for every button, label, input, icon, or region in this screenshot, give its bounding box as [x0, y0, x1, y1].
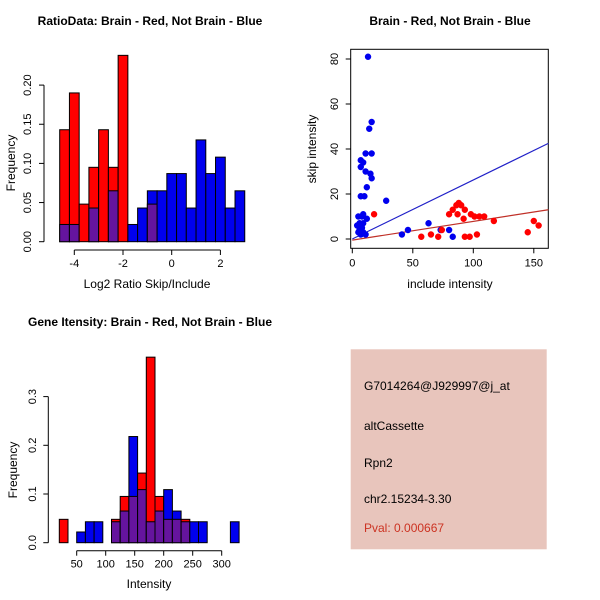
histogram-bar-red: [59, 519, 68, 542]
x-tick-label: 50: [70, 558, 83, 571]
scatter-xlabel: include intensity: [407, 277, 493, 291]
scatter-point-blue: [450, 234, 456, 240]
y-tick-label: 0.2: [27, 437, 39, 453]
gene-histogram-xlabel: Intensity: [126, 577, 172, 591]
histogram-bar-blue: [128, 224, 138, 241]
histogram-bar-blue: [230, 522, 239, 543]
scatter-point-red: [531, 218, 537, 224]
histogram-bar-blue: [94, 522, 103, 543]
histogram-bar-blue: [225, 208, 235, 242]
panel-intensity-scatter: [300, 0, 600, 300]
histogram-bar-blue: [190, 522, 199, 543]
gene-intensity-histogram-chart: [0, 300, 300, 600]
scatter-point-blue: [425, 220, 431, 226]
y-tick-label: 60: [329, 97, 341, 111]
x-tick-label: 50: [406, 257, 419, 270]
histogram-bar-overlap: [155, 511, 164, 543]
scatter-point-red: [525, 229, 531, 235]
scatter-point-red: [418, 234, 424, 240]
histogram-bar-overlap: [172, 519, 181, 542]
y-tick-label: 0.3: [27, 388, 39, 405]
scatter-point-blue: [399, 231, 405, 237]
histogram-bar-overlap: [89, 208, 99, 242]
ratio-histogram-xlabel: Log2 Ratio Skip/Include: [83, 277, 211, 291]
y-tick-label: 0: [329, 235, 341, 243]
y-tick-label: 40: [329, 142, 341, 156]
scatter-point-red: [462, 234, 468, 240]
scatter-point-blue: [405, 227, 411, 233]
scatter-point-red: [371, 211, 377, 217]
scatter-point-blue: [383, 198, 389, 204]
x-tick-label: 200: [154, 558, 173, 571]
histogram-bar-overlap: [147, 204, 157, 242]
y-tick-label: 0.05: [22, 191, 34, 214]
histogram-bar-overlap: [164, 519, 173, 542]
histogram-bar-blue: [157, 191, 167, 242]
scatter-ylabel: skip intensity: [305, 114, 319, 184]
histogram-bar-overlap: [112, 522, 121, 543]
x-tick-label: 2: [217, 258, 224, 270]
info-line: G7014264@J929997@j_at: [364, 379, 510, 393]
info-line: Rpn2: [364, 456, 393, 470]
x-tick-label: 100: [464, 257, 483, 270]
ratio-histogram-plot-area: [22, 55, 245, 270]
x-tick-label: 250: [183, 558, 202, 571]
histogram-bar-blue: [138, 208, 148, 242]
x-tick-label: 150: [524, 257, 543, 270]
scatter-plot-area: [329, 49, 548, 269]
scatter-point-red: [462, 207, 468, 213]
histogram-bar-overlap: [129, 496, 138, 542]
scatter-point-blue: [368, 119, 374, 125]
scatter-point-blue: [446, 227, 452, 233]
scatter-point-red: [535, 222, 541, 228]
panel-gene-info: [300, 300, 600, 600]
panel-ratio-histogram: [0, 0, 300, 300]
scatter-point-red: [481, 213, 487, 219]
plot-box: [351, 49, 549, 248]
info-line: Pval: 0.000667: [364, 521, 445, 535]
scatter-point-red: [435, 234, 441, 240]
histogram-bar-overlap: [138, 490, 147, 543]
histogram-bar-red: [79, 204, 89, 242]
x-tick-label: 150: [125, 558, 144, 571]
x-tick-label: 0: [168, 258, 175, 270]
histogram-bar-blue: [216, 157, 226, 242]
ratio-histogram-title: RatioData: Brain - Red, Not Brain - Blue: [37, 14, 263, 28]
y-tick-label: 0.15: [22, 113, 34, 135]
y-tick-label: 0.0: [27, 535, 39, 551]
scatter-point-blue: [358, 164, 364, 170]
scatter-point-red: [460, 216, 466, 222]
x-tick-label: 0: [349, 257, 356, 270]
panel-gene-intensity-histogram: [0, 300, 300, 600]
x-tick-label: 300: [212, 558, 231, 571]
scatter-point-blue: [361, 193, 367, 199]
x-tick-label: -4: [69, 258, 80, 270]
y-tick-label: 0.20: [22, 74, 34, 96]
scatter-title: Brain - Red, Not Brain - Blue: [369, 14, 531, 28]
scatter-point-red: [491, 218, 497, 224]
info-line: altCassette: [364, 419, 425, 433]
gene-histogram-title: Gene Itensity: Brain - Red, Not Brain - Blue: [27, 315, 273, 329]
gene-histogram-plot-area: [27, 357, 239, 571]
x-tick-label: 100: [96, 558, 115, 571]
histogram-bar-blue: [186, 208, 196, 242]
scatter-point-red: [474, 231, 480, 237]
scatter-point-blue: [365, 54, 371, 60]
histogram-bar-overlap: [181, 522, 190, 543]
histogram-bar-overlap: [146, 522, 155, 543]
histogram-bar-blue: [77, 532, 86, 543]
histogram-bar-red: [99, 130, 109, 242]
scatter-point-blue: [362, 150, 368, 156]
scatter-point-blue: [368, 175, 374, 181]
histogram-bar-red: [118, 55, 128, 241]
scatter-point-blue: [362, 231, 368, 237]
gene-histogram-ylabel: Frequency: [6, 441, 20, 499]
scatter-point-red: [454, 211, 460, 217]
histogram-bar-blue: [167, 174, 177, 242]
histogram-bar-blue: [199, 522, 208, 543]
histogram-bar-blue: [206, 174, 216, 242]
y-tick-label: 0.1: [27, 486, 39, 502]
scatter-point-blue: [368, 150, 374, 156]
histogram-bar-overlap: [108, 191, 118, 242]
histogram-bar-blue: [235, 191, 245, 242]
y-tick-label: 0.00: [22, 230, 34, 253]
scatter-point-blue: [366, 126, 372, 132]
scatter-point-red: [439, 227, 445, 233]
info-line: chr2.15234-3.30: [364, 492, 452, 506]
ratio-histogram-ylabel: Frequency: [4, 134, 18, 192]
histogram-bar-overlap: [120, 511, 129, 543]
histogram-bar-blue: [85, 522, 94, 543]
y-tick-label: 0.10: [22, 152, 34, 175]
histogram-bar-red: [146, 357, 155, 543]
scatter-point-red: [428, 231, 434, 237]
scatter-point-blue: [364, 184, 370, 190]
x-tick-label: -2: [118, 258, 128, 270]
gene-info-box: [300, 300, 600, 600]
histogram-bar-blue: [196, 140, 206, 242]
intensity-scatter-chart: [300, 0, 600, 300]
histogram-bar-red: [69, 93, 79, 242]
ratio-histogram-chart: [0, 0, 300, 300]
histogram-bar-blue: [177, 174, 187, 242]
gene-info-content: [351, 349, 547, 549]
y-tick-label: 80: [329, 52, 341, 66]
histogram-bar-overlap: [69, 224, 79, 241]
histogram-bar-overlap: [60, 224, 70, 241]
y-tick-label: 20: [329, 187, 341, 201]
